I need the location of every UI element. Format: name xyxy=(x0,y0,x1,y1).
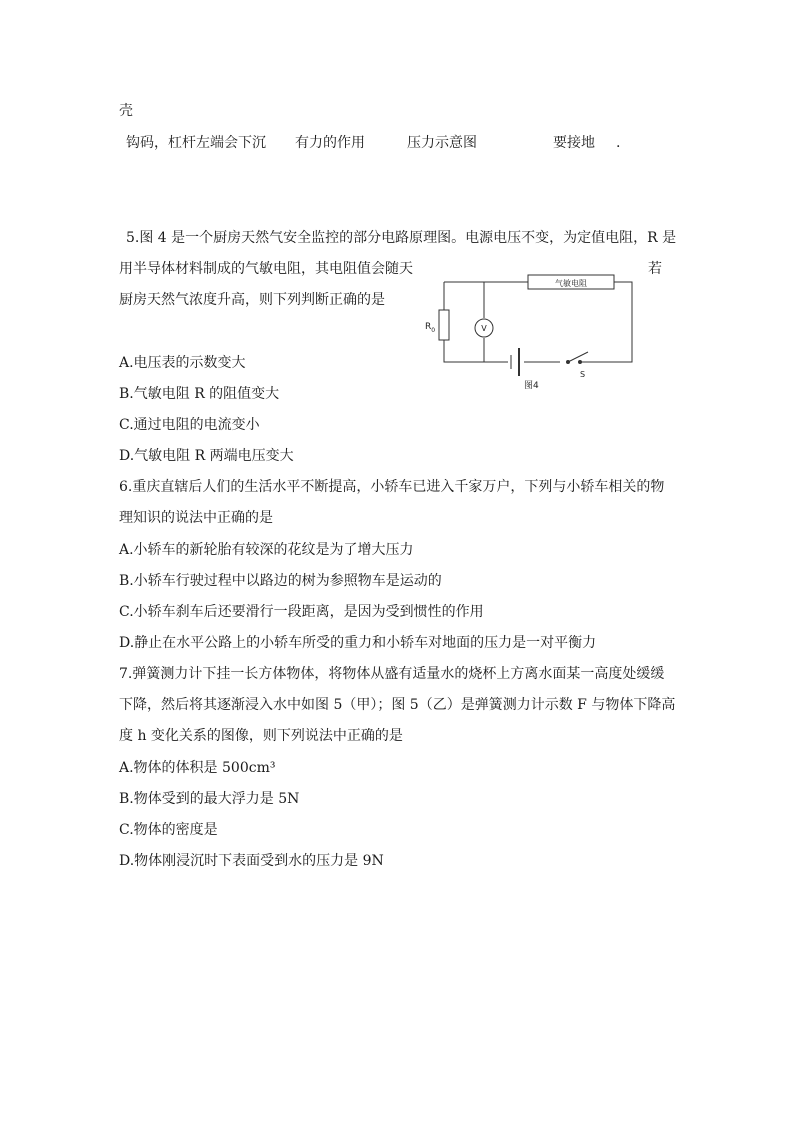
q5-option-c: C.通过电阻的电流变小 xyxy=(119,417,260,433)
switch-contact-right xyxy=(578,360,582,364)
r0-label: $R_0$ xyxy=(425,322,436,334)
q7-option-c: C.物体的密度是 xyxy=(119,822,218,838)
switch-label: S xyxy=(580,370,586,379)
r0-resistor xyxy=(439,310,449,340)
circuit-diagram-figure4 xyxy=(420,272,640,396)
q5-option-b: B.气敏电阻 R 的阻值变大 xyxy=(119,386,280,402)
q5-option-d: D.气敏电阻 R 两端电压变大 xyxy=(119,448,294,464)
fragment-2: 有力的作用 xyxy=(295,135,365,151)
q6-option-b: B.小轿车行驶过程中以路边的树为参照物车是运动的 xyxy=(119,573,442,589)
q6-option-c: C.小轿车刹车后还要滑行一段距离，是因为受到惯性的作用 xyxy=(119,604,484,620)
q7-option-a: A.物体的体积是 500cm³ xyxy=(119,760,276,776)
switch-contact-left xyxy=(566,360,570,364)
q6-option-a: A.小轿车的新轮胎有较深的花纹是为了增大压力 xyxy=(119,542,414,558)
q5-line2b: 若 xyxy=(648,261,662,277)
switch-blade xyxy=(568,352,588,362)
q5-line2a: 用半导体材料制成的气敏电阻，其电阻值会随天 xyxy=(119,261,413,277)
q7-option-d: D.物体刚浸沉时下表面受到水的压力是 9N xyxy=(119,853,384,869)
q7-line1: 7.弹簧测力计下挂一长方体物体，将物体从盛有适量水的烧杯上方离水面某一高度处缓缓 xyxy=(119,666,665,682)
gas-sensor-label: 气敏电阻 xyxy=(555,279,587,288)
figure-caption: 图4 xyxy=(524,381,539,391)
q5-line1: 5.图 4 是一个厨房天然气安全监控的部分电路原理图。电源电压不变，为定值电阻，R 是 xyxy=(126,230,677,246)
q6-line2: 理知识的说法中正确的是 xyxy=(119,510,273,526)
voltmeter-label: V xyxy=(481,324,487,333)
q6-line1: 6.重庆直辖后人们的生活水平不断提高，小轿车已进入千家万户，下列与小轿车相关的物 xyxy=(119,479,665,495)
circuit-wire-left xyxy=(444,282,508,362)
fragment-3: 压力示意图 xyxy=(407,135,477,151)
q7-option-b: B.物体受到的最大浮力是 5N xyxy=(119,791,300,807)
q5-option-a: A.电压表的示数变大 xyxy=(119,355,246,371)
q6-option-d: D.静止在水平公路上的小轿车所受的重力和小轿车对地面的压力是一对平衡力 xyxy=(119,635,597,651)
q7-line2: 下降，然后将其逐渐浸入水中如图 5（甲）；图 5（乙）是弹簧测力计示数 F 与物体下降高 xyxy=(119,697,676,713)
fragment-5: . xyxy=(616,135,621,151)
fragment-1: 钩码，杠杆左端会下沉 xyxy=(126,135,266,151)
q5-line3: 厨房天然气浓度升高，则下列判断正确的是 xyxy=(119,292,385,308)
fragment-4: 要接地 xyxy=(553,135,595,151)
fragment-ke: 壳 xyxy=(119,103,133,119)
q7-line3: 度 h 变化关系的图像，则下列说法中正确的是 xyxy=(119,728,403,744)
circuit-wire-right xyxy=(580,282,632,362)
